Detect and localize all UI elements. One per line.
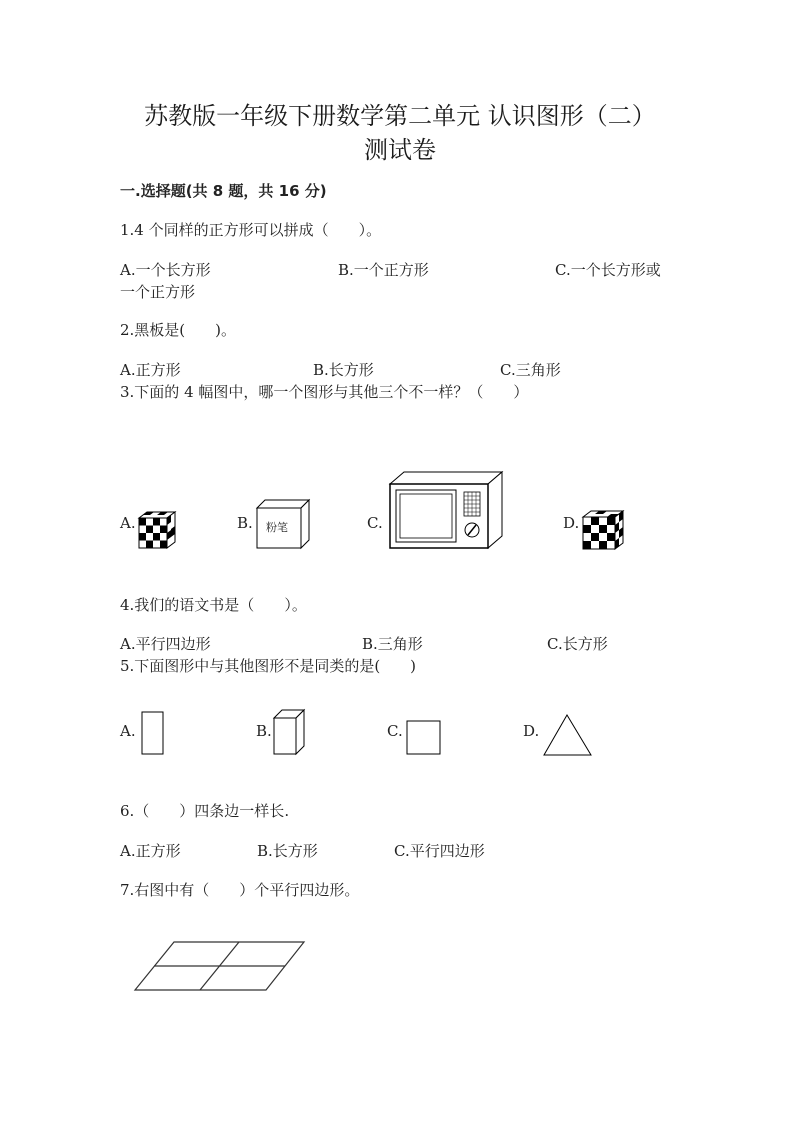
question-4-option-b[interactable]: B.三角形 xyxy=(362,635,423,653)
question-5-stem: 5.下面图形中与其他图形不是同类的是( ) xyxy=(120,657,417,675)
question-1-option-a[interactable]: A.一个长方形 xyxy=(120,261,211,279)
page-title-line2: 测试卷 xyxy=(364,136,436,164)
question-7-stem: 7.右图中有（ ）个平行四边形。 xyxy=(120,881,360,899)
microwave-icon xyxy=(388,470,504,550)
question-6-stem: 6.（ ）四条边一样长. xyxy=(120,802,290,820)
cuboid-icon xyxy=(270,706,308,756)
page-title-line1: 苏教版一年级下册数学第二单元 认识图形（二） xyxy=(144,102,656,130)
question-3-option-d[interactable]: D. xyxy=(563,514,580,532)
question-2-option-a[interactable]: A.正方形 xyxy=(120,361,181,379)
question-5-option-d[interactable]: D. xyxy=(523,722,540,740)
question-1-option-c-cont: 一个正方形 xyxy=(120,283,196,301)
question-3-option-c[interactable]: C. xyxy=(367,514,383,532)
question-2-stem: 2.黑板是( )。 xyxy=(120,321,237,339)
parallelogram-grid-figure xyxy=(130,938,310,996)
chalk-box-label: 粉笔 xyxy=(266,521,288,534)
tall-rectangle-icon xyxy=(140,710,166,756)
question-1-option-c[interactable]: C.一个长方形或 xyxy=(555,261,661,279)
question-1-stem: 1.4 个同样的正方形可以拼成（ ）。 xyxy=(120,221,382,239)
question-6-option-b[interactable]: B.长方形 xyxy=(257,842,318,860)
question-3-stem: 3.下面的 4 幅图中，哪一个图形与其他三个不一样？（ ） xyxy=(120,383,529,401)
question-4-stem: 4.我们的语文书是（ ）。 xyxy=(120,596,307,614)
rubik-cube-icon xyxy=(137,510,177,550)
question-3-option-b[interactable]: B. xyxy=(237,514,253,532)
question-2-option-c[interactable]: C.三角形 xyxy=(500,361,561,379)
question-5-option-a[interactable]: A. xyxy=(120,722,136,740)
question-1-option-b[interactable]: B.一个正方形 xyxy=(338,261,429,279)
rubik-cube-icon-2 xyxy=(581,509,625,551)
question-4-option-a[interactable]: A.平行四边形 xyxy=(120,635,211,653)
triangle-icon xyxy=(542,713,594,757)
question-5-option-c[interactable]: C. xyxy=(387,722,403,740)
question-5-option-b[interactable]: B. xyxy=(256,722,272,740)
question-3-option-a[interactable]: A. xyxy=(120,514,136,532)
section-heading: 一.选择题(共 8 题，共 16 分) xyxy=(120,182,327,200)
question-6-option-c[interactable]: C.平行四边形 xyxy=(394,842,485,860)
square-icon xyxy=(405,719,443,757)
question-4-option-c[interactable]: C.长方形 xyxy=(547,635,608,653)
question-6-option-a[interactable]: A.正方形 xyxy=(120,842,181,860)
question-2-option-b[interactable]: B.长方形 xyxy=(313,361,374,379)
